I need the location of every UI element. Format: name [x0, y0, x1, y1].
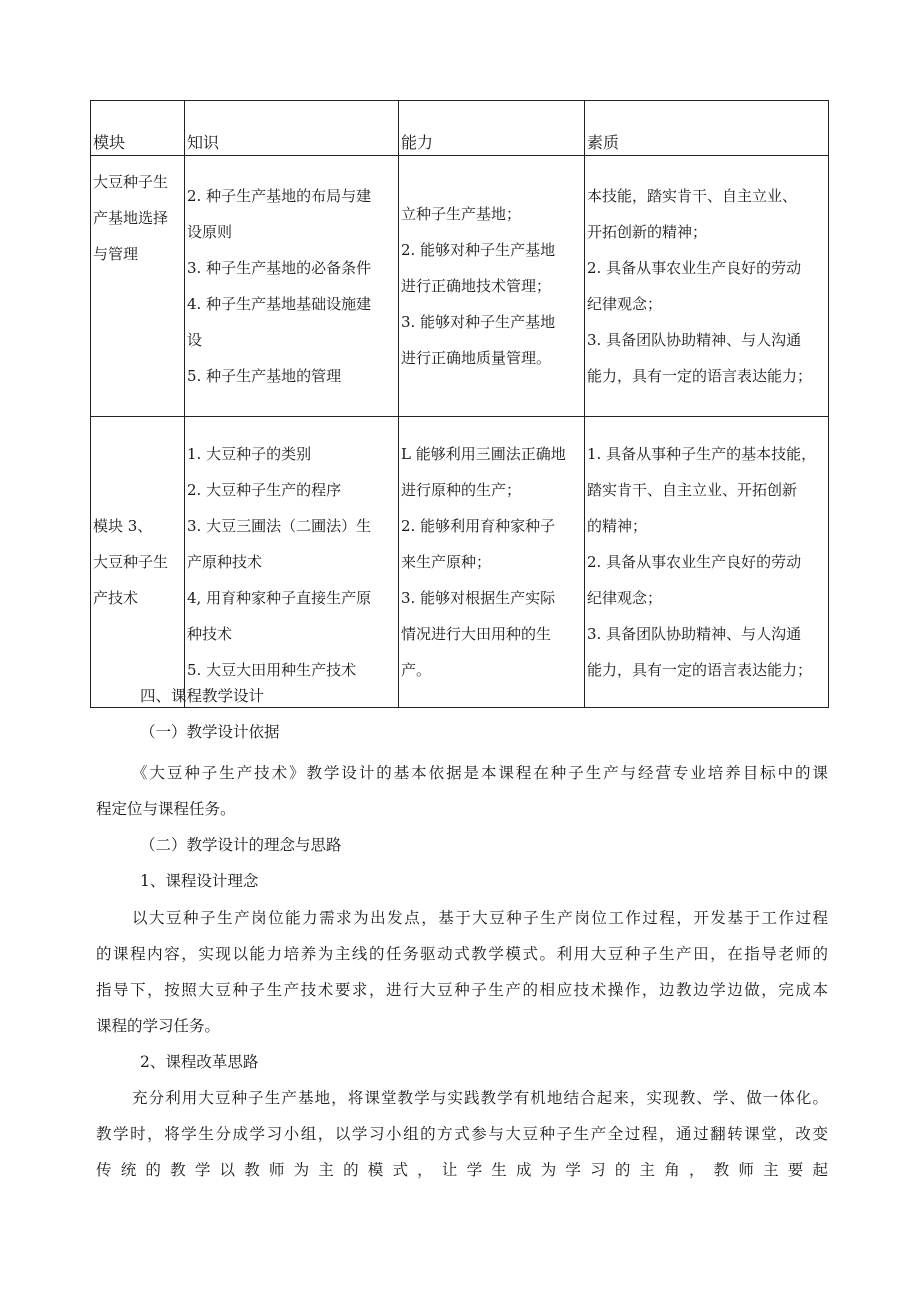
- header-module: 模块: [91, 101, 185, 156]
- table-header-row: [91, 101, 829, 156]
- paragraph-line: 程定位与课程任务。: [96, 800, 236, 818]
- cell-ability: L 能够利用三圃法正确地 进行原种的生产； 2. 能够利用育种家种子 来生产原种； 3. 能够对根据生产实际 情况进行大田用种的生 产。: [399, 417, 585, 708]
- paragraph-line: 课程的学习任务。: [96, 1017, 221, 1035]
- paragraph-line: 的课程内容，实现以能力培养为主线的任务驱动式教学模式。利用大豆种子生产田，在指导老师的: [96, 945, 828, 963]
- paragraph-line: 指导下，按照大豆种子生产技术要求，进行大豆种子生产的相应技术操作，边教边学边做，完成本: [96, 981, 828, 999]
- cell-quality: 1. 具备从事种子生产的基本技能， 踏实肯干、自主立业、开拓创新 的精神； 2. 具备从事农业生产良好的劳动 纪律观念； 3. 具备团队协助精神、与人沟通 能力，具有一定的语言表达能力；: [585, 417, 829, 708]
- header-knowledge: 知识: [185, 101, 399, 156]
- paragraph-line: 传统的教学以教师为主的模式，让学生成为学习的主角，教师主要起: [96, 1161, 828, 1179]
- course-table: [90, 100, 829, 708]
- paragraph-line: 充分利用大豆种子生产基地，将课堂教学与实践教学有机地结合起来，实现教、学、做一体化。: [132, 1089, 828, 1107]
- table-row: [91, 156, 829, 417]
- paragraph-line: 以大豆种子生产岗位能力需求为出发点，基于大豆种子生产岗位工作过程，开发基于工作过程: [132, 909, 828, 927]
- subsection-heading: （一）教学设计依据: [140, 723, 280, 741]
- cell-module: 模块 3、 大豆种子生 产技术: [91, 417, 185, 708]
- cell-module: 大豆种子生 产基地选择 与管理: [91, 156, 185, 417]
- item-heading: 1、课程设计理念: [140, 872, 259, 890]
- paragraph-line: 教学时，将学生分成学习小组，以学习小组的方式参与大豆种子生产全过程，通过翻转课堂，改变: [96, 1125, 828, 1143]
- cell-knowledge: 2. 种子生产基地的布局与建 设原则 3. 种子生产基地的必备条件 4. 种子生产基地基础设施建 设 5. 种子生产基地的管理: [185, 156, 399, 417]
- table-row: [91, 417, 829, 708]
- header-quality: 素质: [585, 101, 829, 156]
- item-heading: 2、课程改革思路: [140, 1053, 259, 1071]
- subsection-heading: （二）教学设计的理念与思路: [140, 836, 342, 854]
- cell-quality: 本技能，踏实肯干、自主立业、 开拓创新的精神； 2. 具备从事农业生产良好的劳动 纪律观念； 3. 具备团队协助精神、与人沟通 能力，具有一定的语言表达能力；: [585, 156, 829, 417]
- cell-knowledge: 1. 大豆种子的类别 2. 大豆种子生产的程序 3. 大豆三圃法（二圃法）生 产原种技术 4, 用育种家种子直接生产原 种技术 5. 大豆大田用种生产技术: [185, 417, 399, 708]
- header-ability: 能力: [399, 101, 585, 156]
- paragraph-line: 《大豆种子生产技术》教学设计的基本依据是本课程在种子生产与经营专业培养目标中的课: [132, 764, 828, 782]
- section-heading: 四、课程教学设计: [140, 687, 265, 705]
- cell-ability: 立种子生产基地； 2. 能够对种子生产基地 进行正确地技术管理； 3. 能够对种子生产基地 进行正确地质量管理。: [399, 156, 585, 417]
